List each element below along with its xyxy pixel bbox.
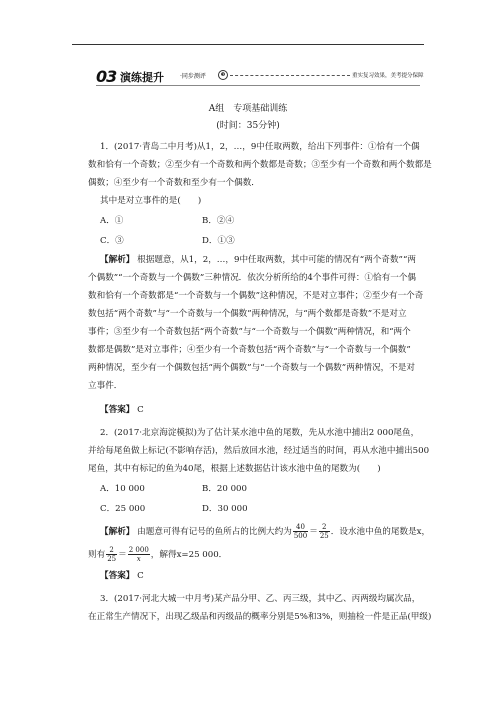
q1-option-d: D．①③	[202, 236, 235, 246]
analysis-text-2: ，解得x=25 000．	[150, 550, 228, 560]
q2-option-d: D．30 000	[202, 504, 248, 514]
q1-analysis-line-2: 个偶数”“一个奇数与一个偶数”三种情况．依次分析所给的4个事件可得：①恰有一个偶	[88, 273, 417, 283]
fraction-2-25: $\frac{2}{25}$	[107, 546, 117, 563]
analysis-text-2: ．设水池中鱼的尾数是x，	[330, 527, 431, 537]
q1-answer	[100, 404, 144, 416]
answer-label: 【答案】	[100, 571, 135, 581]
q1-line-3: 偶数；④至少有一个奇数和至少有一个偶数．	[88, 178, 260, 188]
analysis-text: 则有	[88, 550, 106, 560]
q1-analysis-line-5: 事件；③至少有一个奇数包括“两个奇数”与“一个奇数与一个偶数”两种情况，和“两个	[88, 327, 411, 337]
q2-analysis-line-2	[88, 546, 227, 563]
analysis-text: 根据题意，从1，2，…，9中任取两数，其中可能的情况有“两个奇数”“两	[137, 255, 416, 265]
banner-underline	[96, 85, 420, 86]
banner-dashed-line	[230, 75, 350, 76]
section-title: A组 专项基础训练	[208, 104, 288, 114]
answer-label: 【答案】	[100, 405, 135, 415]
answer-value: C	[137, 571, 144, 581]
time-limit: (时间：35分钟)	[216, 121, 280, 131]
equals-sign: ＝	[309, 527, 318, 537]
q1-analysis-line-8: 立事件．	[88, 381, 123, 391]
equals-sign: ＝	[118, 550, 127, 560]
analysis-label: 【解析】	[100, 527, 135, 537]
q2-option-b: B．20 000	[202, 484, 247, 494]
q1-analysis-line-3: 数和恰有一个奇数都是“一个奇数与一个偶数”这种情况，不是对立事件；②至少有一个奇	[88, 291, 424, 301]
q1-option-b: B．②④	[202, 216, 235, 226]
q1-analysis-line-4: 数包括“两个奇数”与“一个奇数与一个偶数”两种情况，与“两个数都是奇数”不是对立	[88, 309, 407, 319]
banner-subtitle: ·同步测评	[180, 73, 206, 80]
q3-line-2: 在正常生产情况下，出现乙级品和丙级品的概率分别是5%和3%，则抽检一件是正品(甲级)	[88, 612, 432, 622]
banner-title: 演练提升	[120, 71, 164, 84]
q1-option-a: A．①	[100, 216, 124, 226]
q2-analysis-line-1	[100, 523, 430, 540]
q2-line-1: 2．(2017·北京海淀模拟)为了估计某水池中鱼的尾数，先从水池中捕出2 000尾鱼，	[100, 428, 420, 438]
page-top-rule	[72, 44, 424, 45]
q3-line-1: 3．(2017·河北大城一中月考)某产品分甲、乙、丙三级，其中乙、丙两级均属次品，	[100, 594, 421, 604]
answer-value: C	[137, 405, 144, 415]
banner-slogan: 重实复习效果，美考提分保障	[352, 73, 424, 79]
q1-line-1: 1．(2017·青岛二中月考)从1，2，…，9中任取两数，给出下列事件：①恰有一个偶	[100, 142, 420, 152]
q1-analysis-line-7: 两种情况，至少有一个偶数包括“两个偶数”与“一个奇数与一个偶数”两种情况，不是对	[88, 363, 415, 373]
section-banner	[96, 67, 424, 87]
q2-line-3: 尾鱼，其中有标记的鱼为40尾，根据上述数据估计该水池中鱼的尾数为( )	[88, 464, 381, 474]
q1-line-2: 数和恰有一个奇数；②至少有一个奇数和两个数都是奇数；③至少有一个奇数和两个数都是	[88, 160, 432, 170]
q2-option-a: A．10 000	[100, 484, 145, 494]
analysis-text: 由题意可得有记号的鱼所占的比例大约为	[137, 527, 292, 537]
q1-line-4: 其中是对立事件的是( )	[100, 196, 202, 206]
fraction-2000-x: $\frac{2 000}{x}$	[128, 546, 149, 563]
circled-number-icon: ❸	[218, 70, 228, 80]
fraction-40-500: $\frac{40}{500}$	[293, 523, 308, 540]
q1-analysis-line-1	[100, 254, 416, 266]
fraction-2-25: $\frac{2}{25}$	[319, 523, 329, 540]
q2-answer	[100, 570, 144, 582]
analysis-label: 【解析】	[100, 255, 135, 265]
q1-analysis-line-6: 数都是偶数”是对立事件；④至少有一个奇数包括“两个奇数”与“一个奇数与一个偶数”	[88, 345, 411, 355]
q1-option-c: C．③	[100, 236, 124, 246]
banner-number: 03	[96, 67, 117, 86]
q2-line-2: 并给每尾鱼做上标记(不影响存活)，然后放回水池，经过适当的时间，再从水池中捕出500	[88, 446, 430, 456]
q2-option-c: C．25 000	[100, 504, 146, 514]
